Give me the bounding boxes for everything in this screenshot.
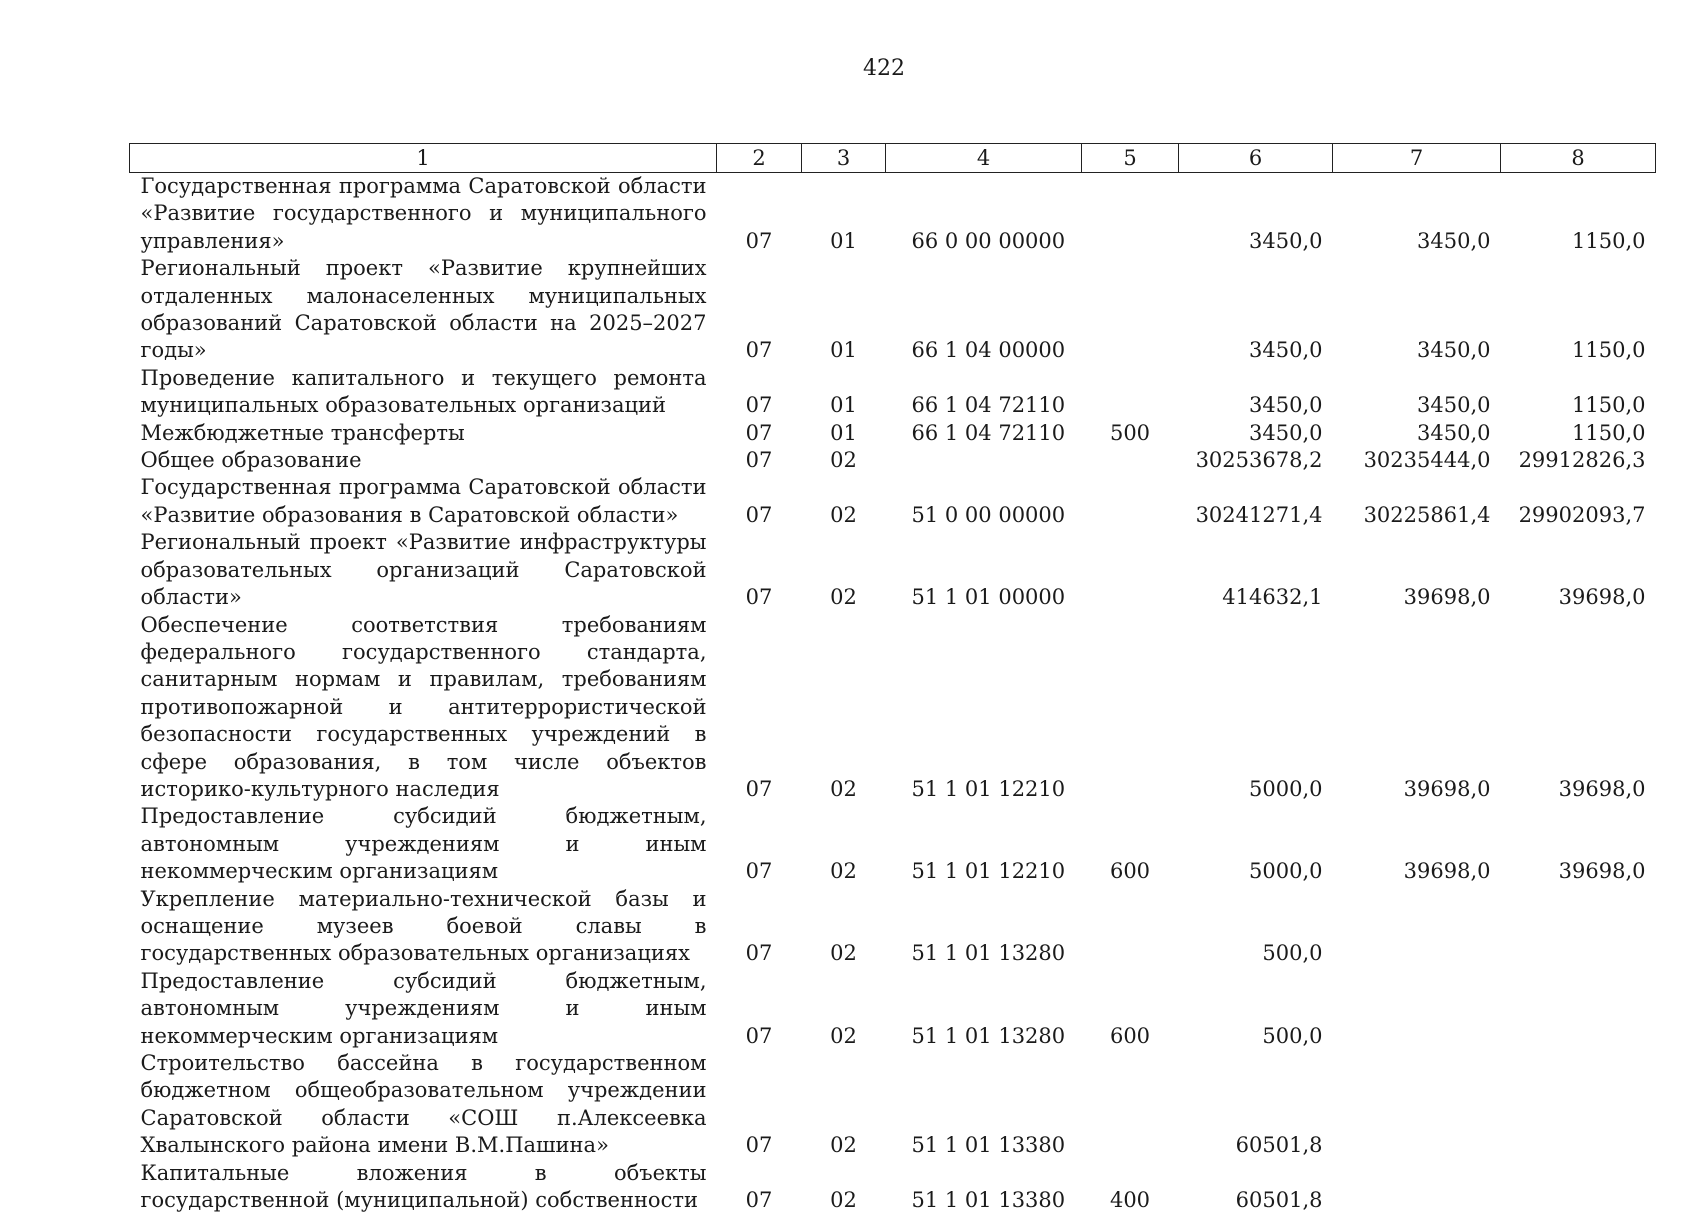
section-code-cell: 07 [717,365,802,420]
amount-2026-cell: 39698,0 [1333,529,1501,611]
amount-2025-cell: 414632,1 [1179,529,1333,611]
column-header: 7 [1333,144,1501,173]
section-code-cell: 07 [717,474,802,529]
target-article-cell: 51 1 01 13380 [886,1160,1082,1214]
expense-type-cell [1082,365,1179,420]
row-name-cell: Капитальные вложения в объекты государственной (муниципальной) собственности [130,1160,717,1214]
amount-2025-cell: 500,0 [1179,968,1333,1050]
table-row [130,447,1656,474]
table-body [130,173,1656,1214]
amount-2027-cell: 29902093,7 [1501,474,1656,529]
amount-2025-cell: 30253678,2 [1179,447,1333,474]
amount-2026-cell [1333,1160,1501,1214]
amount-2025-cell: 3450,0 [1179,173,1333,256]
section-code-cell: 07 [717,886,802,968]
subsection-code-cell: 02 [802,529,886,611]
section-code-cell: 07 [717,255,802,365]
amount-2025-cell: 60501,8 [1179,1160,1333,1214]
section-code-cell: 07 [717,529,802,611]
expense-type-cell [1082,529,1179,611]
amount-2026-cell: 3450,0 [1333,365,1501,420]
target-article-cell: 51 1 01 13380 [886,1050,1082,1160]
subsection-code-cell: 02 [802,803,886,885]
amount-2027-cell [1501,968,1656,1050]
table-row [130,255,1656,365]
target-article-cell: 66 1 04 00000 [886,255,1082,365]
table-row [130,612,1656,804]
amount-2025-cell: 5000,0 [1179,612,1333,804]
target-article-cell: 51 1 01 13280 [886,886,1082,968]
subsection-code-cell: 01 [802,365,886,420]
amount-2026-cell [1333,1050,1501,1160]
column-number-header-row [130,144,1656,173]
expense-type-cell: 500 [1082,420,1179,447]
section-code-cell: 07 [717,803,802,885]
target-article-cell [886,447,1082,474]
table-row [130,529,1656,611]
expense-type-cell [1082,474,1179,529]
amount-2025-cell: 3450,0 [1179,420,1333,447]
column-header: 2 [717,144,802,173]
amount-2027-cell: 29912826,3 [1501,447,1656,474]
expense-type-cell: 400 [1082,1160,1179,1214]
row-name-cell: Государственная программа Саратовской области «Развитие образования в Саратовской области» [130,474,717,529]
target-article-cell: 51 0 00 00000 [886,474,1082,529]
amount-2026-cell: 39698,0 [1333,803,1501,885]
subsection-code-cell: 02 [802,1160,886,1214]
expense-type-cell [1082,612,1179,804]
column-header: 5 [1082,144,1179,173]
amount-2026-cell: 3450,0 [1333,173,1501,256]
amount-2025-cell: 3450,0 [1179,255,1333,365]
subsection-code-cell: 02 [802,968,886,1050]
subsection-code-cell: 01 [802,420,886,447]
table-row [130,803,1656,885]
amount-2026-cell [1333,968,1501,1050]
target-article-cell: 51 1 01 12210 [886,612,1082,804]
amount-2027-cell [1501,1160,1656,1214]
subsection-code-cell: 01 [802,173,886,256]
table-row [130,1050,1656,1160]
target-article-cell: 66 0 00 00000 [886,173,1082,256]
section-code-cell: 07 [717,612,802,804]
table-row [130,420,1656,447]
amount-2027-cell: 1150,0 [1501,255,1656,365]
section-code-cell: 07 [717,1160,802,1214]
column-header: 8 [1501,144,1656,173]
amount-2026-cell [1333,886,1501,968]
amount-2027-cell: 39698,0 [1501,612,1656,804]
expense-type-cell: 600 [1082,803,1179,885]
column-header: 4 [886,144,1082,173]
expense-type-cell [1082,886,1179,968]
table-row [130,968,1656,1050]
section-code-cell: 07 [717,173,802,256]
subsection-code-cell: 01 [802,255,886,365]
row-name-cell: Региональный проект «Развитие крупнейших отдаленных малонаселенных муниципальных образований Саратовской области на 2025–2027 годы» [130,255,717,365]
row-name-cell: Региональный проект «Развитие инфраструктуры образовательных организаций Саратовской области» [130,529,717,611]
section-code-cell: 07 [717,420,802,447]
row-name-cell: Государственная программа Саратовской области «Развитие государственного и муниципального управления» [130,173,717,256]
target-article-cell: 51 1 01 00000 [886,529,1082,611]
table-row [130,886,1656,968]
target-article-cell: 51 1 01 12210 [886,803,1082,885]
amount-2026-cell: 39698,0 [1333,612,1501,804]
page-number: 422 [0,56,1697,81]
target-article-cell: 66 1 04 72110 [886,420,1082,447]
expense-type-cell: 600 [1082,968,1179,1050]
amount-2025-cell: 60501,8 [1179,1050,1333,1160]
row-name-cell: Проведение капитального и текущего ремонта муниципальных образовательных организаций [130,365,717,420]
amount-2027-cell: 39698,0 [1501,529,1656,611]
amount-2027-cell: 1150,0 [1501,173,1656,256]
row-name-cell: Строительство бассейна в государственном бюджетном общеобразовательном учреждении Саратовской области «СОШ п.Алексеевка Хвалынского района имени В.М.Пашина» [130,1050,717,1160]
subsection-code-cell: 02 [802,886,886,968]
row-name-cell: Обеспечение соответствия требованиям федерального государственного стандарта, санитарным нормам и правилам, требованиям противопожарной и антитеррористической безопасности государственных учреждений в сфере образования, в том числе объектов историко-культурного наследия [130,612,717,804]
expense-type-cell [1082,173,1179,256]
column-header: 3 [802,144,886,173]
table-row [130,173,1656,256]
target-article-cell: 51 1 01 13280 [886,968,1082,1050]
column-header: 6 [1179,144,1333,173]
column-header: 1 [130,144,717,173]
expense-type-cell [1082,1050,1179,1160]
subsection-code-cell: 02 [802,1050,886,1160]
table-row [130,365,1656,420]
amount-2026-cell: 30225861,4 [1333,474,1501,529]
row-name-cell: Предоставление субсидий бюджетным, автономным учреждениям и иным некоммерческим организациям [130,803,717,885]
amount-2026-cell: 30235444,0 [1333,447,1501,474]
subsection-code-cell: 02 [802,447,886,474]
section-code-cell: 07 [717,968,802,1050]
amount-2027-cell: 1150,0 [1501,365,1656,420]
row-name-cell: Укрепление материально-технической базы и оснащение музеев боевой славы в государственных образовательных организациях [130,886,717,968]
amount-2025-cell: 5000,0 [1179,803,1333,885]
table-row [130,1160,1656,1214]
section-code-cell: 07 [717,1050,802,1160]
amount-2026-cell: 3450,0 [1333,255,1501,365]
amount-2027-cell [1501,1050,1656,1160]
row-name-cell: Межбюджетные трансферты [130,420,717,447]
amount-2027-cell: 1150,0 [1501,420,1656,447]
amount-2027-cell: 39698,0 [1501,803,1656,885]
target-article-cell: 66 1 04 72110 [886,365,1082,420]
amount-2025-cell: 500,0 [1179,886,1333,968]
subsection-code-cell: 02 [802,474,886,529]
subsection-code-cell: 02 [802,612,886,804]
amount-2025-cell: 30241271,4 [1179,474,1333,529]
amount-2026-cell: 3450,0 [1333,420,1501,447]
section-code-cell: 07 [717,447,802,474]
row-name-cell: Общее образование [130,447,717,474]
budget-table [129,143,1656,1214]
amount-2027-cell [1501,886,1656,968]
table-row [130,474,1656,529]
expense-type-cell [1082,255,1179,365]
row-name-cell: Предоставление субсидий бюджетным, автономным учреждениям и иным некоммерческим организациям [130,968,717,1050]
expense-type-cell [1082,447,1179,474]
amount-2025-cell: 3450,0 [1179,365,1333,420]
